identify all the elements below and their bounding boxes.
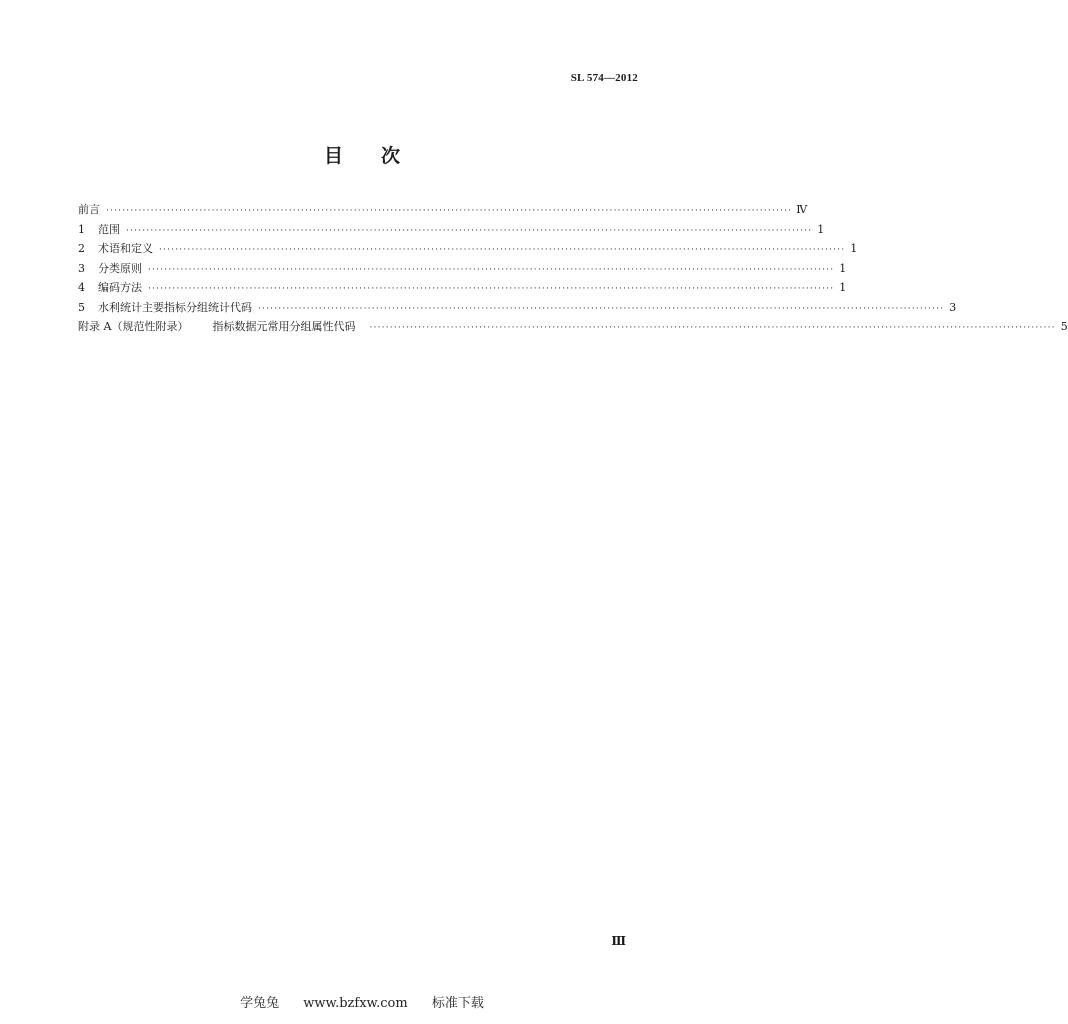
toc-entry-label: 附录 A（规范性附录） [78,320,189,333]
toc-entry-number: 3 [78,261,85,275]
toc-entry-label: 前言 [78,203,100,216]
toc-entry-coding[interactable] [78,278,847,298]
toc-entry-statistics-codes[interactable] [78,298,957,318]
toc-leader-dots: ········································································································································································· [369,323,1056,333]
toc-entry-page: 1 [839,281,847,294]
watermark-url[interactable]: www.bzfxw.com [303,996,408,1011]
toc-entry-label: 水利统计主要指标分组统计代码 [98,300,252,314]
toc-entry-number: 2 [78,242,85,255]
table-of-contents [78,200,1068,337]
toc-leader-dots: ········································································································································································· [258,303,945,314]
toc-leader-dots: ········································································································································································· [148,264,835,275]
toc-entry-label: 范围 [98,222,120,236]
toc-entry-classification[interactable] [78,259,847,279]
toc-leader-dots: ········································································································································································· [126,225,813,236]
page-number: Ⅲ [611,934,626,948]
toc-entry-page: 1 [817,222,825,236]
watermark-site-name: 学兔兔 [240,996,280,1011]
toc-entry-appendix-a[interactable] [78,317,1068,337]
watermark-tagline: 标准下载 [431,996,484,1011]
toc-entry-number: 1 [78,222,85,236]
toc-entry-scope[interactable] [78,220,825,240]
toc-entry-foreword[interactable] [78,200,808,220]
toc-entry-label: 分类原则 [98,261,142,275]
toc-entry-page: 3 [949,300,957,314]
toc-leader-dots: ········································································································································································· [106,206,793,216]
toc-leader-dots: ········································································································································································· [159,245,846,255]
page-title [0,141,724,168]
toc-leader-dots: ········································································································································································· [148,284,835,294]
toc-entry-label-secondary: 指标数据元常用分组属性代码 [212,320,356,333]
toc-entry-label: 编码方法 [98,281,142,294]
page-title-part-2: 次 [381,145,401,167]
toc-entry-terms[interactable] [78,239,858,259]
standard-code: SL 574—2012 [570,72,638,84]
toc-entry-page: 1 [850,242,858,255]
toc-entry-number: 4 [78,281,85,294]
toc-entry-page: Ⅳ [796,203,808,216]
toc-entry-number: 5 [78,300,85,314]
page-title-part-1: 目 [323,145,343,167]
toc-entry-page: 1 [839,261,847,275]
watermark [0,992,724,1011]
toc-entry-label: 术语和定义 [98,242,153,255]
toc-entry-page: 5 [1060,320,1068,333]
